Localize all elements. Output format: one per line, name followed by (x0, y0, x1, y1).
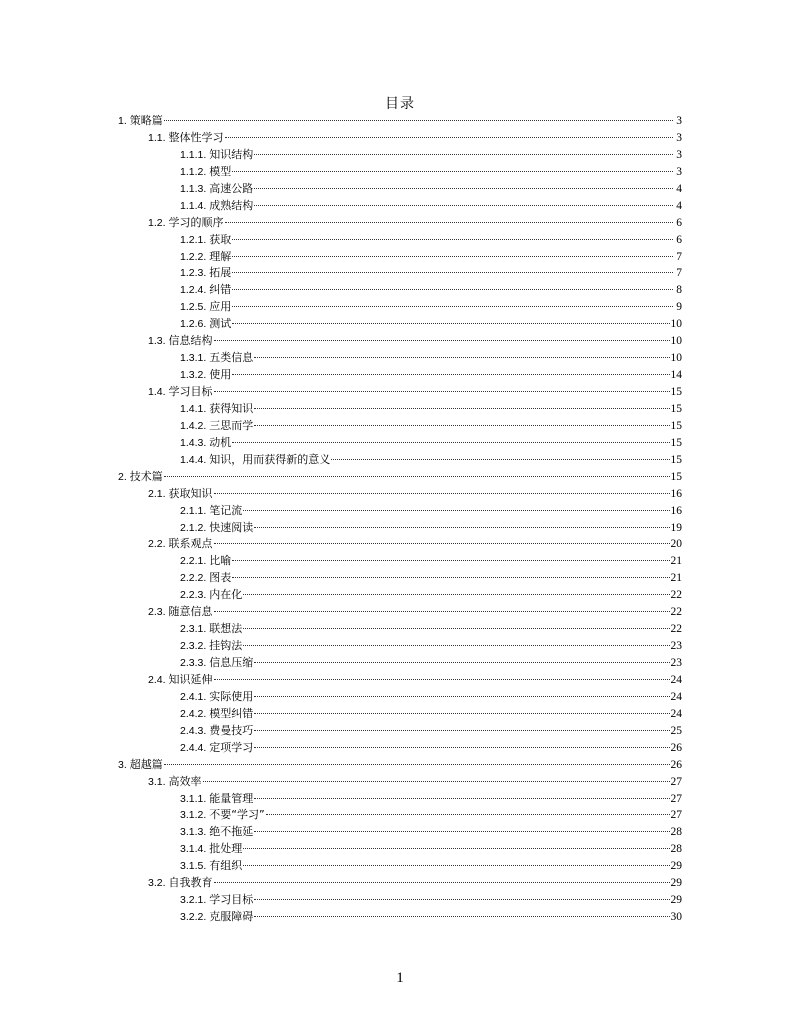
toc-entry-title: 高速公路 (209, 181, 254, 195)
toc-entry-number: 2. (118, 470, 127, 483)
toc-entry-number: 3.1.5. (180, 860, 207, 873)
toc-entry-title: 技术篇 (129, 469, 163, 483)
toc-entry-page: 10 (670, 318, 682, 331)
toc-entry-number: 3.1.1. (180, 792, 207, 805)
dot-leader (254, 916, 669, 917)
toc-entry-page: 29 (670, 894, 682, 907)
dot-leader (243, 594, 669, 595)
toc-entry-number: 2.1. (148, 487, 166, 500)
toc-entry-page: 28 (670, 843, 682, 856)
toc-entry-title: 获取知识 (168, 486, 213, 500)
toc-entry-level-3[interactable] (118, 570, 682, 587)
dot-leader (254, 527, 669, 528)
toc-entry-title: 测试 (209, 317, 232, 331)
toc-entry-title: 费曼技巧 (209, 723, 254, 737)
toc-entry-number: 2.3.2. (180, 640, 207, 653)
dot-leader (232, 374, 669, 375)
toc-entry-page: 7 (676, 250, 682, 263)
toc-entry-page: 27 (670, 775, 682, 788)
toc-entry-level-3[interactable] (118, 553, 682, 570)
toc-entry-level-3[interactable] (118, 435, 682, 452)
toc-entry-level-2[interactable] (118, 384, 682, 401)
toc-entry-title: 挂钩法 (209, 639, 243, 653)
dot-leader (232, 239, 673, 240)
dot-leader (164, 476, 670, 477)
toc-entry-page: 21 (670, 572, 682, 585)
toc-entry-page: 24 (670, 690, 682, 703)
toc-entry-number: 1.1.4. (180, 199, 207, 212)
toc-entry-number: 1.4.2. (180, 419, 207, 432)
toc-entry-number: 1.2.6. (180, 318, 207, 331)
toc-entry-number: 2.3.1. (180, 623, 207, 636)
toc-entry-title: 成熟结构 (209, 198, 254, 212)
toc-entry-title: 图表 (209, 571, 232, 585)
toc-entry-title: 比喻 (209, 554, 232, 568)
toc-entry-number: 1.2.3. (180, 267, 207, 280)
toc-entry-title: 应用 (209, 300, 232, 314)
dot-leader (254, 831, 669, 832)
toc-entry-title: 使用 (209, 368, 232, 382)
toc-entry-number: 1.3.2. (180, 369, 207, 382)
toc-entry-level-3[interactable] (118, 418, 682, 435)
toc-entry-number: 1. (118, 115, 127, 127)
toc-entry-level-3[interactable] (118, 232, 682, 249)
dot-leader (254, 730, 669, 731)
toc-entry-level-3[interactable] (118, 282, 682, 299)
toc-entry-number: 1.2.5. (180, 301, 207, 314)
toc-entry-level-3[interactable] (118, 401, 682, 418)
toc-entry-number: 2.4.1. (180, 690, 207, 703)
toc-entry-page: 29 (670, 877, 682, 890)
toc-entry-level-3[interactable] (118, 316, 682, 333)
toc-entry-page: 3 (676, 148, 682, 161)
dot-leader (254, 357, 669, 358)
toc-entry-level-3[interactable] (118, 841, 682, 858)
toc-entry-number: 1.1.2. (180, 165, 207, 178)
toc-entry-title: 拓展 (209, 266, 232, 280)
toc-entry-level-2[interactable] (118, 215, 682, 232)
toc-entry-page: 3 (676, 165, 682, 178)
toc-entry-level-3[interactable] (118, 299, 682, 316)
toc-entry-number: 2.2.2. (180, 572, 207, 585)
dot-leader (254, 188, 673, 189)
toc-entry-level-2[interactable] (118, 875, 682, 892)
toc-entry-number: 1.3. (148, 335, 166, 348)
toc-entry-page: 3 (676, 115, 682, 127)
toc-entry-page: 28 (670, 826, 682, 839)
dot-leader (214, 340, 670, 341)
dot-leader (254, 899, 669, 900)
toc-entry-level-2[interactable] (118, 604, 682, 621)
toc-entry-number: 2.1.1. (180, 504, 207, 517)
dot-leader (203, 781, 670, 782)
toc-entry-number: 1.1.3. (180, 182, 207, 195)
toc-entry-level-3[interactable] (118, 655, 682, 672)
toc-entry-title: 不要“学习” (209, 808, 265, 822)
toc-entry-number: 1.2.1. (180, 233, 207, 246)
toc-entry-number: 1.2. (148, 216, 166, 229)
toc-entry-level-3[interactable] (118, 740, 682, 757)
toc-entry-page: 24 (670, 707, 682, 720)
toc-entry-title: 学习目标 (209, 893, 254, 907)
toc-entry-level-1[interactable] (118, 113, 682, 130)
toc-entry-page: 19 (670, 521, 682, 534)
toc-entry-level-3[interactable] (118, 858, 682, 875)
toc-entry-page: 20 (670, 538, 682, 551)
toc-entry-page: 6 (676, 216, 682, 229)
toc-entry-title: 信息压缩 (209, 656, 254, 669)
dot-leader (232, 256, 673, 257)
dot-leader (232, 289, 673, 290)
toc-entry-level-3[interactable] (118, 824, 682, 841)
toc-entry-title: 知识，用而获得新的意义 (209, 452, 331, 466)
toc-entry-title: 绝不拖延 (209, 825, 254, 839)
toc-entry-page: 27 (670, 809, 682, 822)
toc-entry-number: 1.1.1. (180, 148, 207, 161)
dot-leader (232, 323, 669, 324)
dot-leader (164, 120, 673, 121)
toc-entry-title: 模型 (209, 164, 232, 178)
dot-leader (254, 662, 669, 663)
dot-leader (243, 645, 669, 646)
toc-entry-title: 高效率 (168, 774, 202, 788)
toc-entry-title: 笔记流 (209, 503, 243, 517)
toc-entry-title: 获取 (209, 232, 232, 246)
toc-entry-title: 快速阅读 (209, 520, 254, 534)
toc-entry-page: 15 (670, 436, 682, 449)
toc-entry-number: 2.4.4. (180, 741, 207, 754)
toc-entry-page: 22 (670, 606, 682, 619)
toc-entry-page: 3 (676, 131, 682, 144)
toc-entry-page: 9 (676, 301, 682, 314)
toc-entry-page: 15 (670, 453, 682, 466)
toc-entry-number: 3.1. (148, 775, 166, 788)
toc-entry-number: 2.4. (148, 673, 166, 686)
toc-entry-level-3[interactable] (118, 638, 682, 655)
toc-entry-title: 内在化 (209, 588, 243, 602)
dot-leader (214, 391, 670, 392)
toc-entry-number: 1.2.2. (180, 250, 207, 263)
toc-entry-title: 三思而学 (209, 418, 254, 432)
dot-leader (214, 882, 670, 883)
toc-entry-number: 3.2.1. (180, 894, 207, 907)
toc-entry-page: 21 (670, 555, 682, 568)
dot-leader (254, 425, 669, 426)
dot-leader (266, 814, 670, 815)
toc-entry-page: 7 (676, 267, 682, 280)
toc-entry-number: 1.3.1. (180, 352, 207, 365)
toc-entry-title: 信息结构 (168, 334, 213, 348)
dot-leader (254, 747, 669, 748)
toc-entry-page: 15 (670, 419, 682, 432)
toc-entry-level-2[interactable] (118, 672, 682, 689)
toc-entry-number: 1.1. (148, 131, 166, 144)
dot-leader (243, 865, 669, 866)
toc-entry-level-1[interactable] (118, 469, 682, 486)
toc-entry-page: 26 (670, 741, 682, 754)
page-number: 1 (396, 970, 404, 986)
toc-entry-page: 30 (670, 911, 682, 924)
toc-entry-number: 3. (118, 758, 127, 771)
toc-entry-number: 2.2.3. (180, 589, 207, 602)
dot-leader (243, 848, 669, 849)
toc-entry-level-2[interactable] (118, 774, 682, 791)
toc-entry-page: 10 (670, 335, 682, 348)
toc-entry-page: 10 (670, 352, 682, 365)
toc-entry-title: 模型纠错 (209, 706, 254, 720)
toc-entry-title: 自我教育 (168, 876, 213, 890)
dot-leader (232, 171, 673, 172)
dot-leader (164, 764, 670, 765)
toc-entry-page: 15 (670, 386, 682, 398)
toc-entry-title: 动机 (209, 435, 232, 449)
toc-entry-level-3[interactable] (118, 367, 682, 384)
toc-entry-number: 3.2. (148, 877, 166, 890)
toc-entry-level-3[interactable] (118, 147, 682, 164)
toc-entry-level-3[interactable] (118, 198, 682, 215)
dot-leader (254, 798, 669, 799)
dot-leader (254, 713, 669, 714)
toc-entry-page: 4 (676, 182, 682, 195)
toc-entry-title: 定项学习 (209, 740, 254, 754)
toc-entry-title: 理解 (209, 249, 232, 263)
toc-entry-number: 3.2.2. (180, 911, 207, 924)
toc-entry-title: 纠错 (209, 283, 232, 297)
toc-entry-level-3[interactable] (118, 520, 682, 537)
toc-entry-number: 2.3. (148, 606, 166, 619)
toc-entry-title: 有组织 (209, 859, 243, 873)
toc-entry-page: 16 (670, 504, 682, 517)
dot-leader (254, 154, 673, 155)
toc-entry-title: 获得知识 (209, 401, 254, 415)
toc-entry-title: 批处理 (209, 842, 243, 856)
dot-leader (254, 205, 673, 206)
toc-entry-number: 1.4.4. (180, 453, 207, 466)
toc-entry-level-3[interactable] (118, 689, 682, 706)
dot-leader (243, 510, 669, 511)
toc-entry-title: 策略篇 (129, 114, 163, 127)
dot-leader (254, 408, 669, 409)
dot-leader (232, 560, 669, 561)
dot-leader (214, 679, 670, 680)
toc-entry-title: 能量管理 (209, 791, 254, 805)
toc-entry-title: 克服障碍 (209, 910, 254, 924)
toc-entry-page: 25 (670, 724, 682, 737)
toc-entry-number: 2.4.2. (180, 707, 207, 720)
toc-entry-title: 联想法 (209, 622, 243, 636)
toc-entry-page: 6 (676, 233, 682, 246)
toc-entry-title: 知识延伸 (168, 672, 213, 686)
toc-entry-number: 1.2.4. (180, 284, 207, 297)
toc-entry-title: 随意信息 (168, 605, 213, 619)
toc-entry-number: 2.4.3. (180, 724, 207, 737)
toc-entry-level-3[interactable] (118, 621, 682, 638)
toc-entry-level-3[interactable] (118, 164, 682, 181)
toc-entry-page: 16 (670, 487, 682, 500)
toc-entry-level-2[interactable] (118, 486, 682, 503)
toc-entry-page: 23 (670, 640, 682, 653)
toc-entry-page: 22 (670, 589, 682, 602)
toc-entry-level-3[interactable] (118, 503, 682, 520)
toc-entry-title: 知识结构 (209, 147, 254, 161)
toc-entry-number: 1.4.1. (180, 402, 207, 415)
toc-entry-page: 4 (676, 199, 682, 212)
dot-leader (214, 493, 670, 494)
toc-entry-page: 26 (670, 758, 682, 771)
toc-entry-level-3[interactable] (118, 350, 682, 367)
toc-entry-number: 3.1.3. (180, 826, 207, 839)
toc-entry-level-1[interactable] (118, 757, 682, 774)
toc-entry-page: 23 (670, 657, 682, 669)
dot-leader (243, 628, 669, 629)
table-of-contents (118, 113, 682, 926)
toc-entry-title: 超越篇 (129, 757, 163, 771)
toc-entry-page: 24 (670, 673, 682, 686)
toc-entry-page: 15 (670, 402, 682, 415)
toc-entry-level-3[interactable] (118, 723, 682, 740)
toc-entry-level-2[interactable] (118, 130, 682, 147)
toc-entry-level-3[interactable] (118, 587, 682, 604)
toc-entry-number: 3.1.4. (180, 843, 207, 856)
toc-entry-number: 3.1.2. (180, 809, 207, 822)
toc-entry-title: 整体性学习 (168, 130, 224, 144)
toc-entry-level-3[interactable] (118, 791, 682, 808)
dot-leader (254, 696, 669, 697)
toc-entry-level-3[interactable] (118, 265, 682, 282)
toc-entry-level-3[interactable] (118, 181, 682, 198)
toc-entry-number: 1.4. (148, 386, 166, 398)
toc-entry-title: 学习目标 (168, 385, 213, 398)
toc-entry-level-3[interactable] (118, 452, 682, 469)
toc-entry-level-3[interactable] (118, 249, 682, 266)
dot-leader (232, 272, 673, 273)
dot-leader (331, 459, 669, 460)
toc-entry-number: 2.2.1. (180, 555, 207, 568)
dot-leader (214, 611, 670, 612)
toc-entry-page: 14 (670, 369, 682, 382)
toc-entry-number: 2.3.3. (180, 657, 207, 669)
toc-entry-number: 1.4.3. (180, 436, 207, 449)
dot-leader (232, 442, 669, 443)
toc-entry-page: 15 (670, 470, 682, 483)
dot-leader (225, 222, 673, 223)
toc-entry-page: 29 (670, 860, 682, 873)
dot-leader (232, 306, 673, 307)
toc-entry-page: 27 (670, 792, 682, 805)
dot-leader (225, 137, 673, 138)
toc-entry-title: 联系观点 (168, 537, 213, 551)
toc-title: 目录 (385, 97, 415, 112)
toc-entry-level-3[interactable] (118, 706, 682, 723)
toc-entry-number: 2.1.2. (180, 521, 207, 534)
dot-leader (214, 543, 670, 544)
toc-entry-page: 8 (676, 284, 682, 297)
toc-entry-level-2[interactable] (118, 333, 682, 350)
toc-entry-number: 2.2. (148, 538, 166, 551)
toc-entry-title: 实际使用 (209, 689, 254, 703)
toc-entry-level-3[interactable] (118, 909, 682, 926)
toc-entry-page: 22 (670, 623, 682, 636)
toc-entry-level-2[interactable] (118, 536, 682, 553)
dot-leader (232, 577, 669, 578)
toc-entry-level-3[interactable] (118, 892, 682, 909)
toc-entry-title: 五类信息 (209, 351, 254, 365)
toc-entry-title: 学习的顺序 (168, 215, 224, 229)
toc-entry-level-3[interactable] (118, 807, 682, 824)
